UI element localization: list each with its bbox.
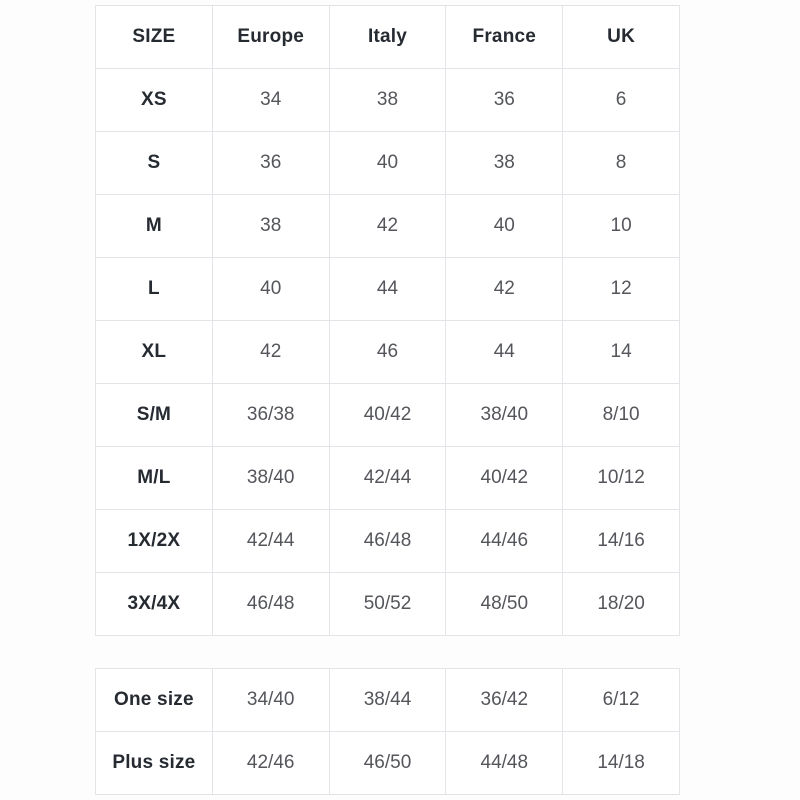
column-header-europe: Europe bbox=[212, 6, 329, 69]
table-row-3x-4x bbox=[96, 573, 680, 636]
size-label-cell: Plus size bbox=[96, 732, 213, 795]
table-row-s bbox=[96, 132, 680, 195]
value-cell: 38 bbox=[446, 132, 563, 195]
value-cell: 50/52 bbox=[329, 573, 446, 636]
value-cell: 40 bbox=[446, 195, 563, 258]
value-cell: 42 bbox=[329, 195, 446, 258]
value-cell: 46/48 bbox=[212, 573, 329, 636]
value-cell: 14/18 bbox=[563, 732, 680, 795]
main-size-table-container bbox=[95, 5, 680, 636]
column-header-uk: UK bbox=[563, 6, 680, 69]
size-label-cell: XL bbox=[96, 321, 213, 384]
value-cell: 48/50 bbox=[446, 573, 563, 636]
value-cell: 44/48 bbox=[446, 732, 563, 795]
value-cell: 36/38 bbox=[212, 384, 329, 447]
special-size-table-body bbox=[96, 669, 680, 795]
column-header-france: France bbox=[446, 6, 563, 69]
size-label-cell: S bbox=[96, 132, 213, 195]
main-size-table bbox=[95, 5, 680, 636]
size-label-cell: XS bbox=[96, 69, 213, 132]
value-cell: 38 bbox=[329, 69, 446, 132]
value-cell: 42/44 bbox=[212, 510, 329, 573]
value-cell: 42/46 bbox=[212, 732, 329, 795]
value-cell: 38/40 bbox=[446, 384, 563, 447]
value-cell: 42/44 bbox=[329, 447, 446, 510]
size-label-cell: One size bbox=[96, 669, 213, 732]
value-cell: 6 bbox=[563, 69, 680, 132]
special-size-table-container bbox=[95, 668, 680, 795]
value-cell: 38/44 bbox=[329, 669, 446, 732]
value-cell: 40 bbox=[212, 258, 329, 321]
value-cell: 8 bbox=[563, 132, 680, 195]
value-cell: 46 bbox=[329, 321, 446, 384]
value-cell: 8/10 bbox=[563, 384, 680, 447]
size-label-cell: M bbox=[96, 195, 213, 258]
value-cell: 44 bbox=[446, 321, 563, 384]
table-row-1x-2x bbox=[96, 510, 680, 573]
table-row-plus-size bbox=[96, 732, 680, 795]
main-size-table-body bbox=[96, 69, 680, 636]
value-cell: 10/12 bbox=[563, 447, 680, 510]
main-size-table-head bbox=[96, 6, 680, 69]
column-header-size: SIZE bbox=[96, 6, 213, 69]
value-cell: 14 bbox=[563, 321, 680, 384]
table-row-one-size bbox=[96, 669, 680, 732]
value-cell: 38 bbox=[212, 195, 329, 258]
value-cell: 36 bbox=[446, 69, 563, 132]
value-cell: 10 bbox=[563, 195, 680, 258]
table-row-s-m bbox=[96, 384, 680, 447]
table-row-xl bbox=[96, 321, 680, 384]
column-header-italy: Italy bbox=[329, 6, 446, 69]
table-row-m-l bbox=[96, 447, 680, 510]
value-cell: 34/40 bbox=[212, 669, 329, 732]
size-label-cell: 3X/4X bbox=[96, 573, 213, 636]
value-cell: 42 bbox=[446, 258, 563, 321]
value-cell: 46/50 bbox=[329, 732, 446, 795]
value-cell: 44 bbox=[329, 258, 446, 321]
value-cell: 40 bbox=[329, 132, 446, 195]
size-label-cell: 1X/2X bbox=[96, 510, 213, 573]
header-row bbox=[96, 6, 680, 69]
value-cell: 42 bbox=[212, 321, 329, 384]
value-cell: 46/48 bbox=[329, 510, 446, 573]
value-cell: 40/42 bbox=[446, 447, 563, 510]
value-cell: 36 bbox=[212, 132, 329, 195]
value-cell: 40/42 bbox=[329, 384, 446, 447]
value-cell: 36/42 bbox=[446, 669, 563, 732]
special-size-table bbox=[95, 668, 680, 795]
value-cell: 14/16 bbox=[563, 510, 680, 573]
table-row-xs bbox=[96, 69, 680, 132]
value-cell: 6/12 bbox=[563, 669, 680, 732]
size-label-cell: S/M bbox=[96, 384, 213, 447]
value-cell: 34 bbox=[212, 69, 329, 132]
value-cell: 44/46 bbox=[446, 510, 563, 573]
table-row-m bbox=[96, 195, 680, 258]
table-row-l bbox=[96, 258, 680, 321]
size-label-cell: L bbox=[96, 258, 213, 321]
value-cell: 38/40 bbox=[212, 447, 329, 510]
value-cell: 12 bbox=[563, 258, 680, 321]
size-label-cell: M/L bbox=[96, 447, 213, 510]
value-cell: 18/20 bbox=[563, 573, 680, 636]
